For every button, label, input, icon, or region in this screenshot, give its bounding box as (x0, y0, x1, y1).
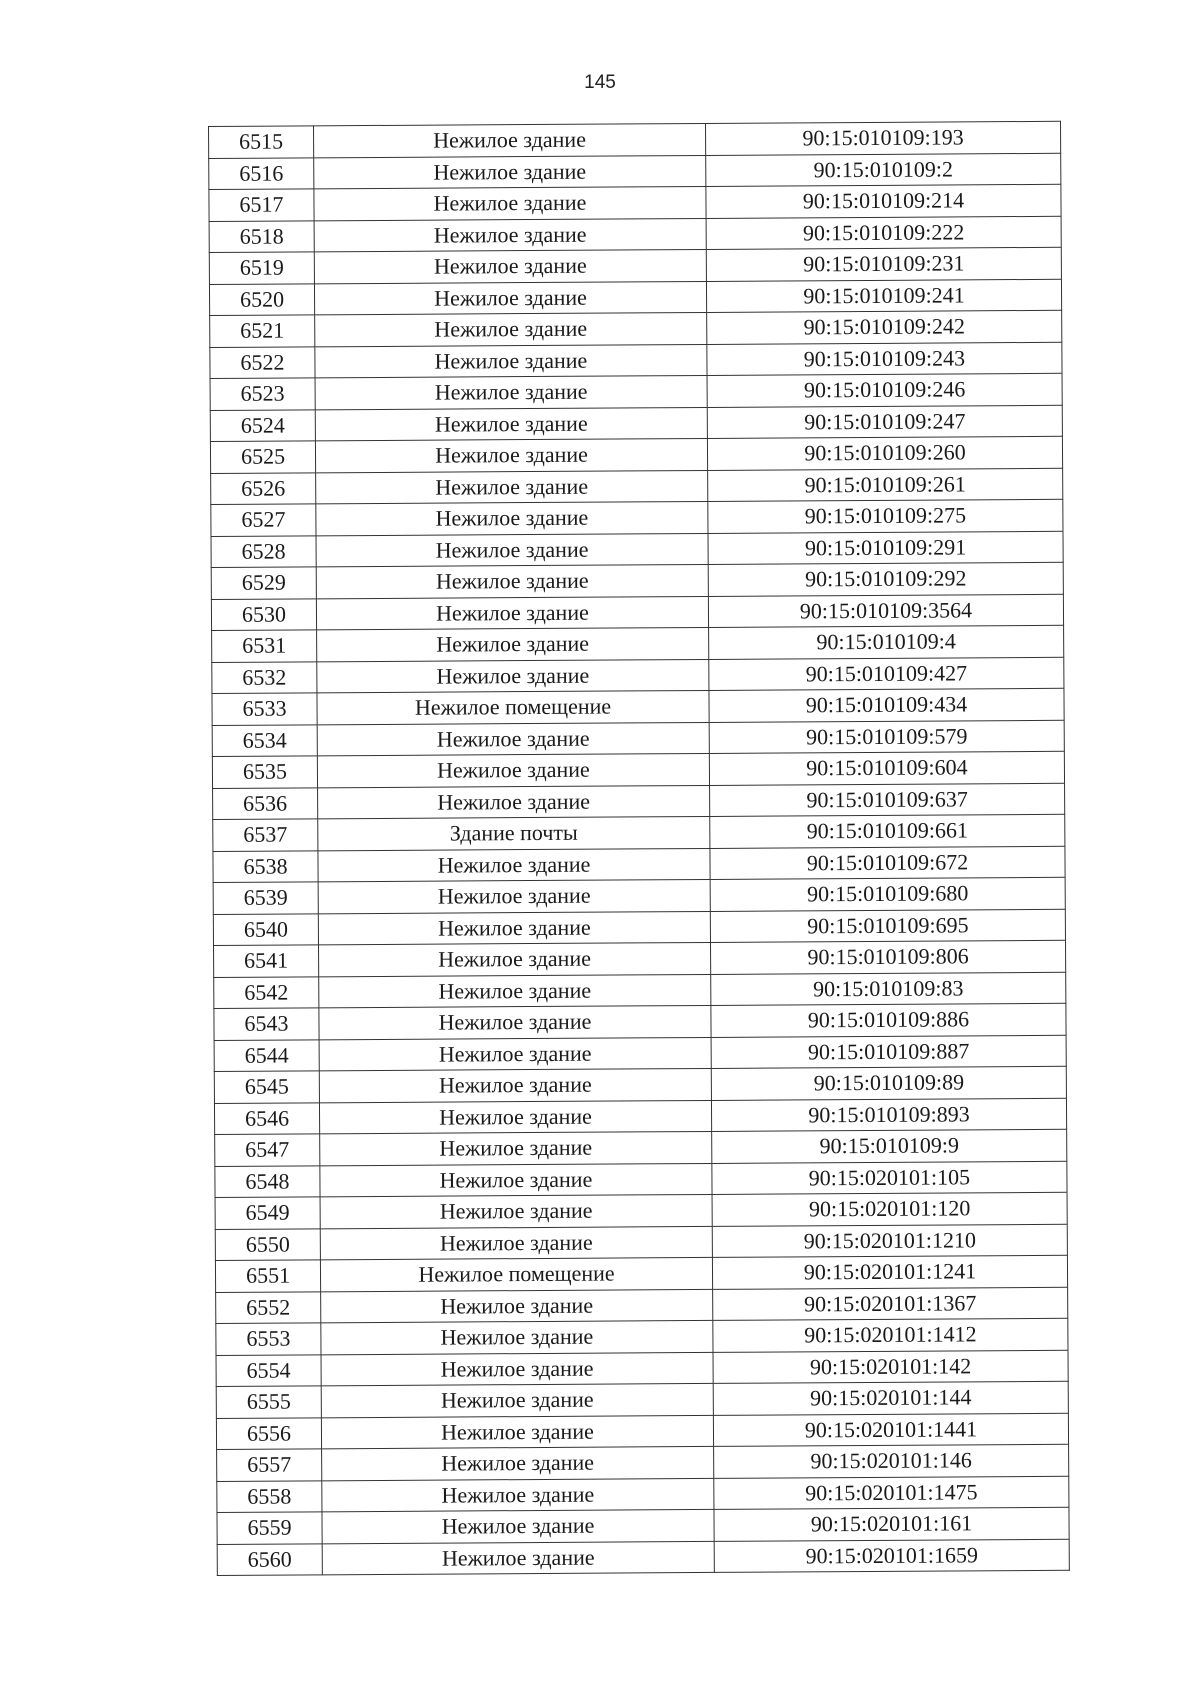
table-row (213, 846, 1065, 883)
object-name-cell: Нежилое здание (320, 1163, 712, 1197)
cadastral-number-cell: 90:15:020101:1412 (713, 1318, 1068, 1352)
object-name-cell: Нежилое здание (314, 218, 706, 252)
row-number-cell: 6529 (211, 567, 316, 599)
row-number-cell: 6515 (209, 126, 314, 158)
object-name-cell: Нежилое здание (322, 1509, 714, 1543)
cadastral-number-cell: 90:15:010109:292 (708, 562, 1063, 596)
cadastral-number-cell: 90:15:020101:105 (712, 1161, 1067, 1195)
object-name-cell: Нежилое здание (318, 848, 710, 882)
cadastral-number-cell: 90:15:010109:672 (710, 846, 1065, 880)
object-name-cell: Нежилое здание (315, 407, 707, 441)
object-name-cell: Нежилое здание (314, 281, 706, 315)
table-row (215, 1192, 1067, 1229)
object-name-cell: Нежилое здание (316, 501, 708, 535)
object-name-cell: Нежилое здание (322, 1478, 714, 1512)
table-row (213, 909, 1065, 946)
row-number-cell: 6532 (212, 661, 317, 693)
table-row (210, 405, 1062, 442)
cadastral-number-cell: 90:15:010109:260 (707, 436, 1062, 470)
row-number-cell: 6552 (216, 1291, 321, 1323)
row-number-cell: 6516 (209, 157, 314, 189)
row-number-cell: 6544 (214, 1039, 319, 1071)
object-name-cell: Нежилое здание (322, 1541, 714, 1575)
cadastral-number-cell: 90:15:020101:142 (713, 1350, 1068, 1384)
cadastral-number-cell: 90:15:020101:1367 (713, 1287, 1068, 1321)
table-row (214, 1066, 1066, 1103)
object-name-cell: Нежилое здание (316, 533, 708, 567)
object-name-cell: Нежилое здание (322, 1446, 714, 1480)
row-number-cell: 6538 (213, 850, 318, 882)
object-name-cell: Нежилое здание (320, 1194, 712, 1228)
object-name-cell: Нежилое здание (321, 1320, 713, 1354)
cadastral-number-cell: 90:15:010109:2 (706, 153, 1061, 187)
row-number-cell: 6554 (216, 1354, 321, 1386)
row-number-cell: 6524 (210, 409, 315, 441)
row-number-cell: 6545 (214, 1071, 319, 1103)
object-name-cell: Нежилое здание (318, 879, 710, 913)
cadastral-number-cell: 90:15:010109:427 (709, 657, 1064, 691)
page-number: 145 (584, 72, 616, 93)
row-number-cell: 6520 (209, 283, 314, 315)
row-number-cell: 6522 (210, 346, 315, 378)
table-row (216, 1287, 1068, 1324)
table-row (215, 1161, 1067, 1198)
table-row (213, 814, 1065, 851)
object-name-cell: Нежилое здание (316, 564, 708, 598)
row-number-cell: 6533 (212, 693, 317, 725)
table-row (210, 373, 1062, 410)
object-name-cell: Нежилое здание (321, 1415, 713, 1449)
row-number-cell: 6546 (214, 1102, 319, 1134)
cadastral-number-cell: 90:15:010109:661 (710, 814, 1065, 848)
object-name-cell: Нежилое здание (315, 312, 707, 346)
object-name-cell: Нежилое здание (314, 186, 706, 220)
table-row (214, 940, 1066, 977)
cadastral-number-cell: 90:15:020101:1241 (712, 1255, 1067, 1289)
property-table-body (209, 121, 1070, 1575)
table-row (210, 310, 1062, 347)
cadastral-number-cell: 90:15:010109:695 (710, 909, 1065, 943)
cadastral-number-cell: 90:15:010109:806 (710, 940, 1065, 974)
object-name-cell: Нежилое здание (318, 785, 710, 819)
table-row (210, 342, 1062, 379)
object-name-cell: Нежилое здание (319, 1100, 711, 1134)
row-number-cell: 6540 (213, 913, 318, 945)
table-row (217, 1444, 1069, 1481)
row-number-cell: 6549 (215, 1197, 320, 1229)
table-row (214, 1098, 1066, 1135)
table-row (213, 783, 1065, 820)
object-name-cell: Нежилое здание (317, 722, 709, 756)
row-number-cell: 6556 (216, 1417, 321, 1449)
object-name-cell: Нежилое здание (316, 596, 708, 630)
object-name-cell: Нежилое здание (315, 344, 707, 378)
object-name-cell: Нежилое здание (319, 974, 711, 1008)
property-table (208, 121, 1070, 1576)
object-name-cell: Нежилое здание (319, 1037, 711, 1071)
object-name-cell: Нежилое здание (317, 627, 709, 661)
table-row (209, 121, 1061, 158)
cadastral-number-cell: 90:15:020101:120 (712, 1192, 1067, 1226)
cadastral-number-cell: 90:15:020101:1475 (714, 1476, 1069, 1510)
table-row (217, 1476, 1069, 1513)
cadastral-number-cell: 90:15:010109:887 (711, 1035, 1066, 1069)
cadastral-number-cell: 90:15:010109:4 (709, 625, 1064, 659)
cadastral-number-cell: 90:15:010109:434 (709, 688, 1064, 722)
object-name-cell: Здание почты (318, 816, 710, 850)
table-row (214, 972, 1066, 1009)
row-number-cell: 6536 (213, 787, 318, 819)
cadastral-number-cell: 90:15:010109:886 (711, 1003, 1066, 1037)
row-number-cell: 6521 (210, 315, 315, 347)
table-row (209, 153, 1061, 190)
table-row (211, 531, 1063, 568)
cadastral-number-cell: 90:15:010109:637 (710, 783, 1065, 817)
cadastral-number-cell: 90:15:010109:3564 (708, 594, 1063, 628)
cadastral-number-cell: 90:15:020101:161 (714, 1507, 1069, 1541)
row-number-cell: 6555 (216, 1386, 321, 1418)
cadastral-number-cell: 90:15:020101:1659 (714, 1539, 1069, 1573)
table-row (209, 216, 1061, 253)
row-number-cell: 6539 (213, 882, 318, 914)
cadastral-number-cell: 90:15:010109:261 (708, 468, 1063, 502)
row-number-cell: 6541 (214, 945, 319, 977)
object-name-cell: Нежилое здание (318, 911, 710, 945)
row-number-cell: 6530 (211, 598, 316, 630)
cadastral-number-cell: 90:15:010109:89 (711, 1066, 1066, 1100)
object-name-cell: Нежилое здание (321, 1289, 713, 1323)
table-row (216, 1318, 1068, 1355)
row-number-cell: 6542 (214, 976, 319, 1008)
row-number-cell: 6528 (211, 535, 316, 567)
row-number-cell: 6543 (214, 1008, 319, 1040)
cadastral-number-cell: 90:15:010109:275 (708, 499, 1063, 533)
table-row (216, 1350, 1068, 1387)
object-name-cell: Нежилое здание (320, 1131, 712, 1165)
row-number-cell: 6531 (212, 630, 317, 662)
row-number-cell: 6526 (211, 472, 316, 504)
row-number-cell: 6517 (209, 189, 314, 221)
table-row (215, 1255, 1067, 1292)
row-number-cell: 6534 (212, 724, 317, 756)
object-name-cell: Нежилое здание (314, 123, 706, 157)
row-number-cell: 6535 (212, 756, 317, 788)
table-row (209, 184, 1061, 221)
table-row (214, 1003, 1066, 1040)
row-number-cell: 6525 (210, 441, 315, 473)
cadastral-number-cell: 90:15:010109:680 (710, 877, 1065, 911)
table-row (217, 1539, 1069, 1576)
cadastral-number-cell: 90:15:010109:291 (708, 531, 1063, 565)
cadastral-number-cell: 90:15:020101:144 (713, 1381, 1068, 1415)
cadastral-number-cell: 90:15:010109:83 (711, 972, 1066, 1006)
cadastral-number-cell: 90:15:010109:579 (709, 720, 1064, 754)
row-number-cell: 6551 (215, 1260, 320, 1292)
object-name-cell: Нежилое здание (319, 1068, 711, 1102)
object-name-cell: Нежилое здание (316, 470, 708, 504)
row-number-cell: 6537 (213, 819, 318, 851)
table-row (215, 1129, 1067, 1166)
table-row (217, 1507, 1069, 1544)
object-name-cell: Нежилое здание (321, 1352, 713, 1386)
row-number-cell: 6550 (215, 1228, 320, 1260)
table-row (211, 562, 1063, 599)
table-row (211, 594, 1063, 631)
table-row (212, 720, 1064, 757)
table-row (212, 657, 1064, 694)
cadastral-number-cell: 90:15:020101:146 (714, 1444, 1069, 1478)
cadastral-number-cell: 90:15:010109:193 (705, 121, 1060, 155)
cadastral-number-cell: 90:15:020101:1441 (713, 1413, 1068, 1447)
table-row (215, 1224, 1067, 1261)
cadastral-number-cell: 90:15:020101:1210 (712, 1224, 1067, 1258)
cadastral-number-cell: 90:15:010109:222 (706, 216, 1061, 250)
object-name-cell: Нежилое здание (319, 1005, 711, 1039)
table-row (209, 279, 1061, 316)
table-row (210, 436, 1062, 473)
table-row (211, 499, 1063, 536)
cadastral-number-cell: 90:15:010109:243 (707, 342, 1062, 376)
cadastral-number-cell: 90:15:010109:214 (706, 184, 1061, 218)
object-name-cell: Нежилое помещение (320, 1257, 712, 1291)
table-row (212, 751, 1064, 788)
row-number-cell: 6518 (209, 220, 314, 252)
row-number-cell: 6527 (211, 504, 316, 536)
row-number-cell: 6553 (216, 1323, 321, 1355)
row-number-cell: 6523 (210, 378, 315, 410)
row-number-cell: 6559 (217, 1512, 322, 1544)
object-name-cell: Нежилое помещение (317, 690, 709, 724)
object-name-cell: Нежилое здание (321, 1383, 713, 1417)
cadastral-number-cell: 90:15:010109:604 (709, 751, 1064, 785)
object-name-cell: Нежилое здание (317, 753, 709, 787)
row-number-cell: 6548 (215, 1165, 320, 1197)
table-row (216, 1381, 1068, 1418)
row-number-cell: 6560 (217, 1543, 322, 1575)
cadastral-number-cell: 90:15:010109:241 (706, 279, 1061, 313)
row-number-cell: 6547 (215, 1134, 320, 1166)
row-number-cell: 6558 (217, 1480, 322, 1512)
cadastral-number-cell: 90:15:010109:246 (707, 373, 1062, 407)
object-name-cell: Нежилое здание (315, 438, 707, 472)
row-number-cell: 6519 (209, 252, 314, 284)
object-name-cell: Нежилое здание (314, 155, 706, 189)
cadastral-number-cell: 90:15:010109:231 (706, 247, 1061, 281)
object-name-cell: Нежилое здание (317, 659, 709, 693)
cadastral-number-cell: 90:15:010109:9 (712, 1129, 1067, 1163)
cadastral-number-cell: 90:15:010109:893 (711, 1098, 1066, 1132)
row-number-cell: 6557 (217, 1449, 322, 1481)
object-name-cell: Нежилое здание (315, 375, 707, 409)
cadastral-number-cell: 90:15:010109:242 (707, 310, 1062, 344)
object-name-cell: Нежилое здание (314, 249, 706, 283)
object-name-cell: Нежилое здание (320, 1226, 712, 1260)
table-row (211, 468, 1063, 505)
table-row (216, 1413, 1068, 1450)
table-row (212, 688, 1064, 725)
object-name-cell: Нежилое здание (319, 942, 711, 976)
cadastral-number-cell: 90:15:010109:247 (707, 405, 1062, 439)
table-row (213, 877, 1065, 914)
table-row (209, 247, 1061, 284)
table-row (214, 1035, 1066, 1072)
table-row (212, 625, 1064, 662)
